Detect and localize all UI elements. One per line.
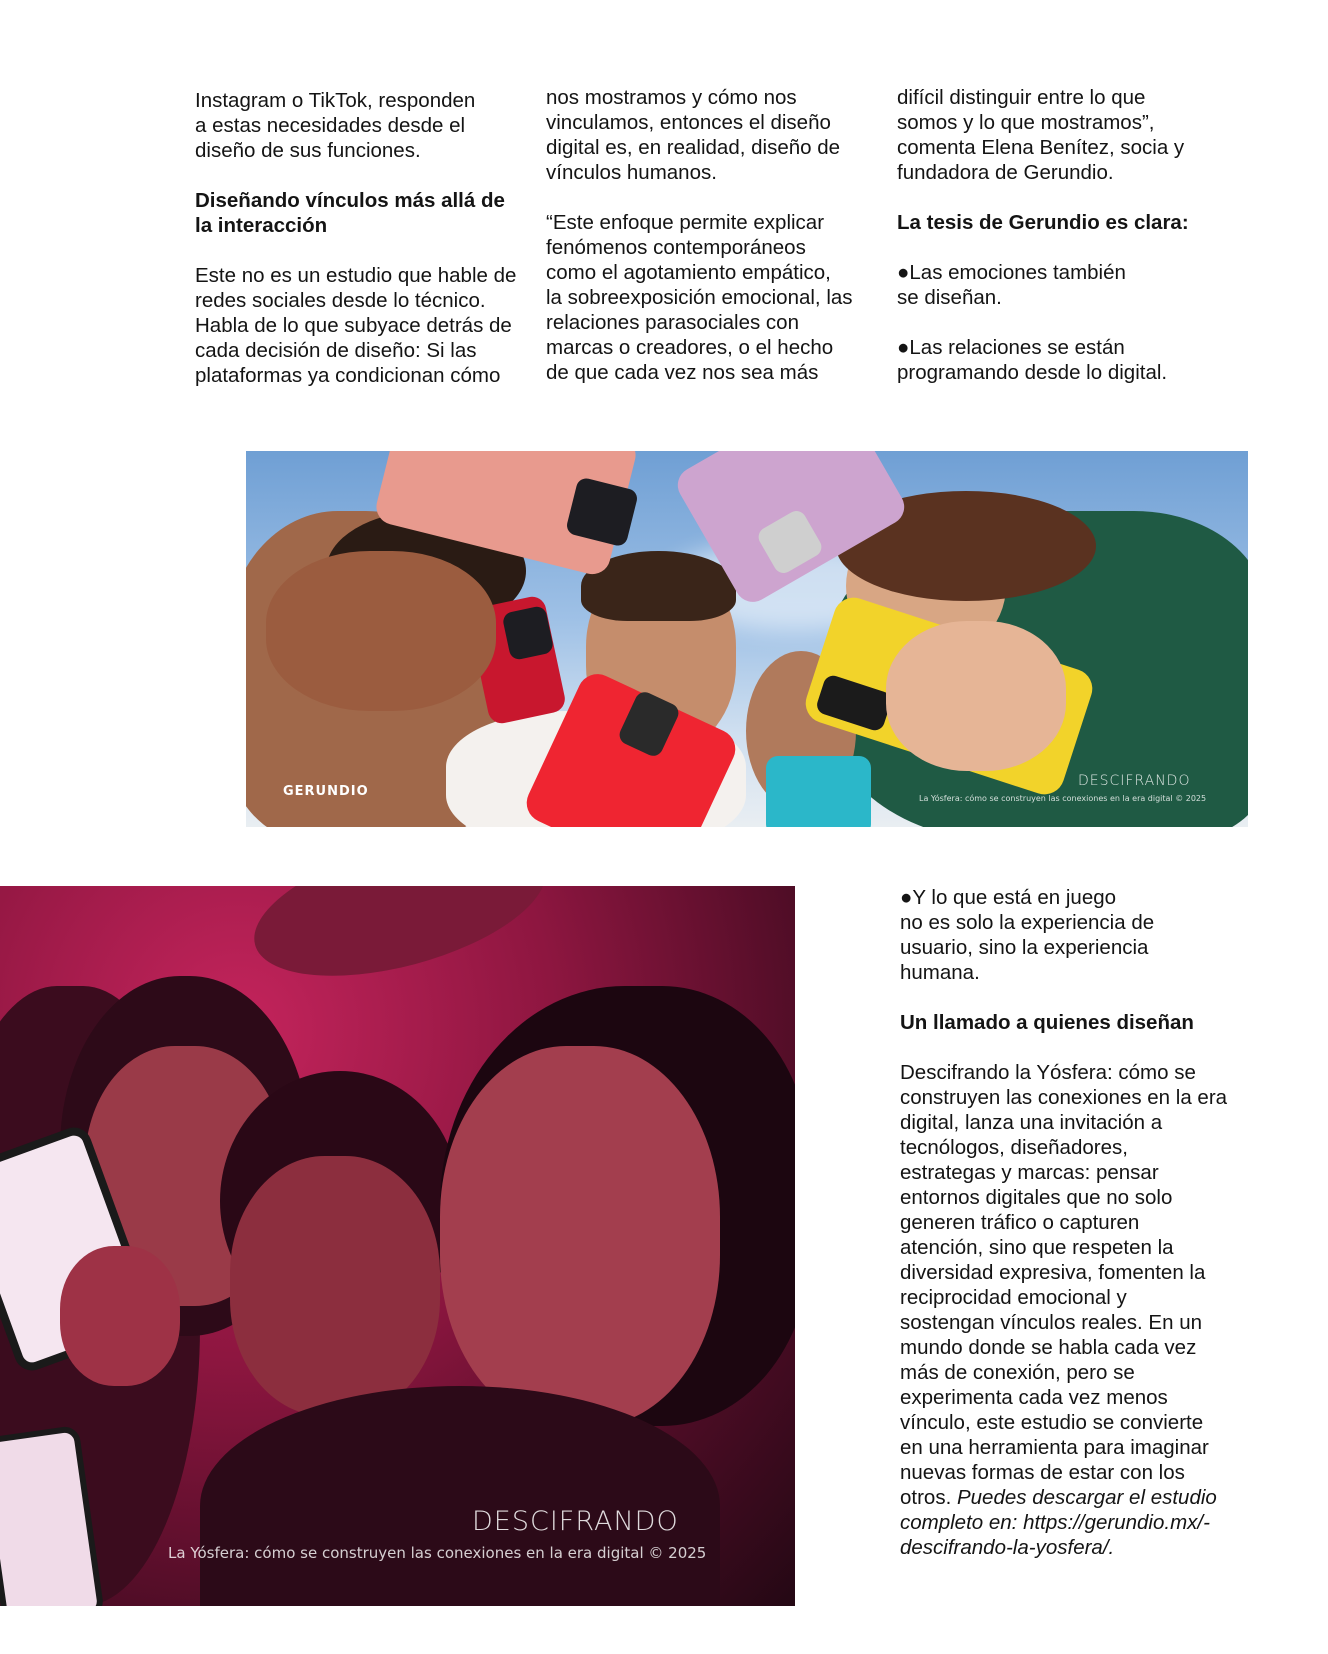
col4-heading: Un llamado a quienes diseñan: [900, 1011, 1194, 1034]
col1-heading: Diseñando vínculos más allá de la interacción: [195, 189, 505, 237]
col3-paragraph-1: difícil distinguir entre lo que somos y lo que mostramos”, comenta Elena Benítez, socia y fundadora de Gerundio.: [897, 86, 1185, 184]
download-link-line: completo en: https://gerundio.mx/-: [900, 1511, 1210, 1534]
col4-bullet-3: ●Y lo que está en juego no es solo la experiencia de usuario, sino la experiencia humana.: [900, 886, 1155, 984]
col4-paragraph-1: Descifrando la Yósfera: cómo se construyen las conexiones en la era digital, lanza una invitación a tecnólogos, diseñadores, estrategas y marcas: pensar entornos digitales que no solo generen tráfico o capturen atención, sino que respeten la diversidad expresiva, fomenten la reciprocidad emocional y sostengan vínculos reales. En un mundo donde se habla cada vez más de conexión, pero se experimenta cada vez menos vínculo, este estudio se convierte en una herramienta para imaginar nuevas formas de estar con los otros. Puedes descargar el estudio completo en: https://gerundio.mx/- descifrando-la-yosfera/.: [900, 1060, 1240, 1560]
photo-friends-with-phones: [246, 451, 1248, 827]
column-2: [546, 85, 886, 385]
bullet-dot: ●: [897, 336, 910, 359]
col1-paragraph-2: Este no es un estudio que hable de redes sociales desde lo técnico. Habla de lo que subyace detrás de cada decisión de diseño: Si las plataformas ya condicionan cómo: [195, 264, 517, 387]
col2-paragraph-2: “Este enfoque permite explicar fenómenos contemporáneos como el agotamiento empático, la sobreexposición emocional, las relaciones parasociales con marcas o creadores, o el hecho de que cada vez nos sea más: [546, 211, 853, 384]
column-1: [195, 88, 535, 388]
gerundio-logo: GERUNDIO: [283, 784, 369, 799]
bullet-dot: ●: [897, 261, 910, 284]
download-link-line: descifrando-la-yosfera/.: [900, 1536, 1115, 1559]
photo-women-red-light: [0, 886, 795, 1606]
col3-bullet-1: ●Las emociones también se diseñan.: [897, 261, 1126, 309]
col3-bullet-2: ●Las relaciones se están programando desde lo digital.: [897, 336, 1168, 384]
column-4: [900, 885, 1240, 1560]
column-3: [897, 85, 1227, 385]
col1-paragraph-1: Instagram o TikTok, responden a estas necesidades desde el diseño de sus funciones.: [195, 89, 476, 162]
bullet-dot: ●: [900, 886, 913, 909]
col3-heading: La tesis de Gerundio es clara:: [897, 211, 1189, 234]
descifrando-watermark: DESCIFRANDO: [1078, 773, 1191, 789]
col2-paragraph-1: nos mostramos y cómo nos vinculamos, entonces el diseño digital es, en realidad, diseño de vínculos humanos.: [546, 86, 841, 184]
photo-caption: La Yósfera: cómo se construyen las conexiones en la era digital © 2025: [168, 1544, 707, 1562]
descifrando-watermark: DESCIFRANDO: [472, 1506, 679, 1537]
photo-caption: La Yósfera: cómo se construyen las conexiones en la era digital © 2025: [919, 794, 1207, 803]
